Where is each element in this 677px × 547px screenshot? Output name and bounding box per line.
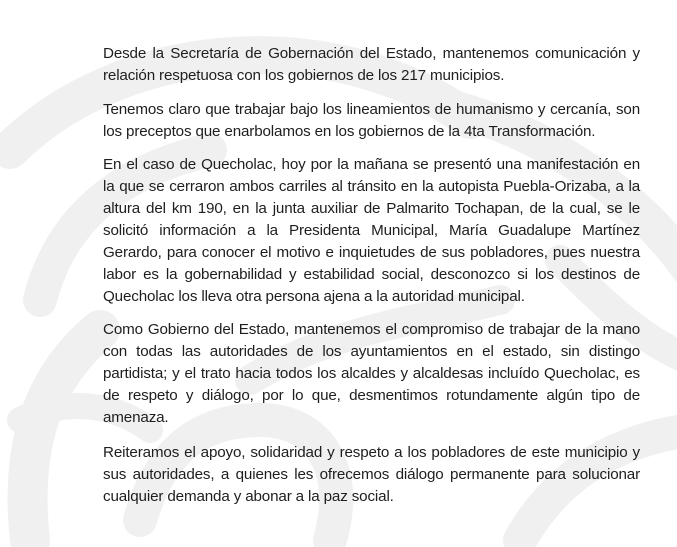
paragraph-intro: Desde la Secretaría de Gobernación del Estado, mantenemos comunicación y relación respetuosa con los gobiernos de los 217 municipios. [103, 45, 640, 84]
paragraph-quecholac-case: En el caso de Quecholac, hoy por la mañana se presentó una manifestación en la que se cerraron ambos carriles al tránsito en la autopista Puebla-Orizaba, a la altura del km 190, en la junta auxiliar de Palmarito Tochapan, de la cual, se le solicitó información a la Presidenta Municipal, María Guadalupe Martínez Gerardo, para conocer el motivo e inquietudes de sus pobladores, pues nuestra labor es la gobernabilidad y estabilidad social, desconozco si los destinos de Quecholac los lleva otra persona ajena a la autoridad municipal. [103, 156, 640, 305]
press-statement-document [103, 43, 640, 520]
paragraph-principles: Tenemos claro que trabajar bajo los lineamientos de humanismo y cercanía, son los preceptos que enarbolamos en los gobiernos de la 4ta Transformación. [103, 101, 640, 140]
paragraph-commitment: Como Gobierno del Estado, mantenemos el compromiso de trabajar de la mano con todas las autoridades de los ayuntamientos en el estado, sin distingo partidista; y el trato hacia todos los alcaldes y alcaldesas incluído Quecholac, es de respeto y diálogo, por lo que, desmentimos rotundamente algún tipo de amenaza. [103, 321, 640, 426]
paragraph-support: Reiteramos el apoyo, solidaridad y respeto a los pobladores de este municipio y sus autoridades, a quienes les ofrecemos diálogo permanente para solucionar cualquier demanda y abonar a la paz social. [103, 444, 640, 505]
